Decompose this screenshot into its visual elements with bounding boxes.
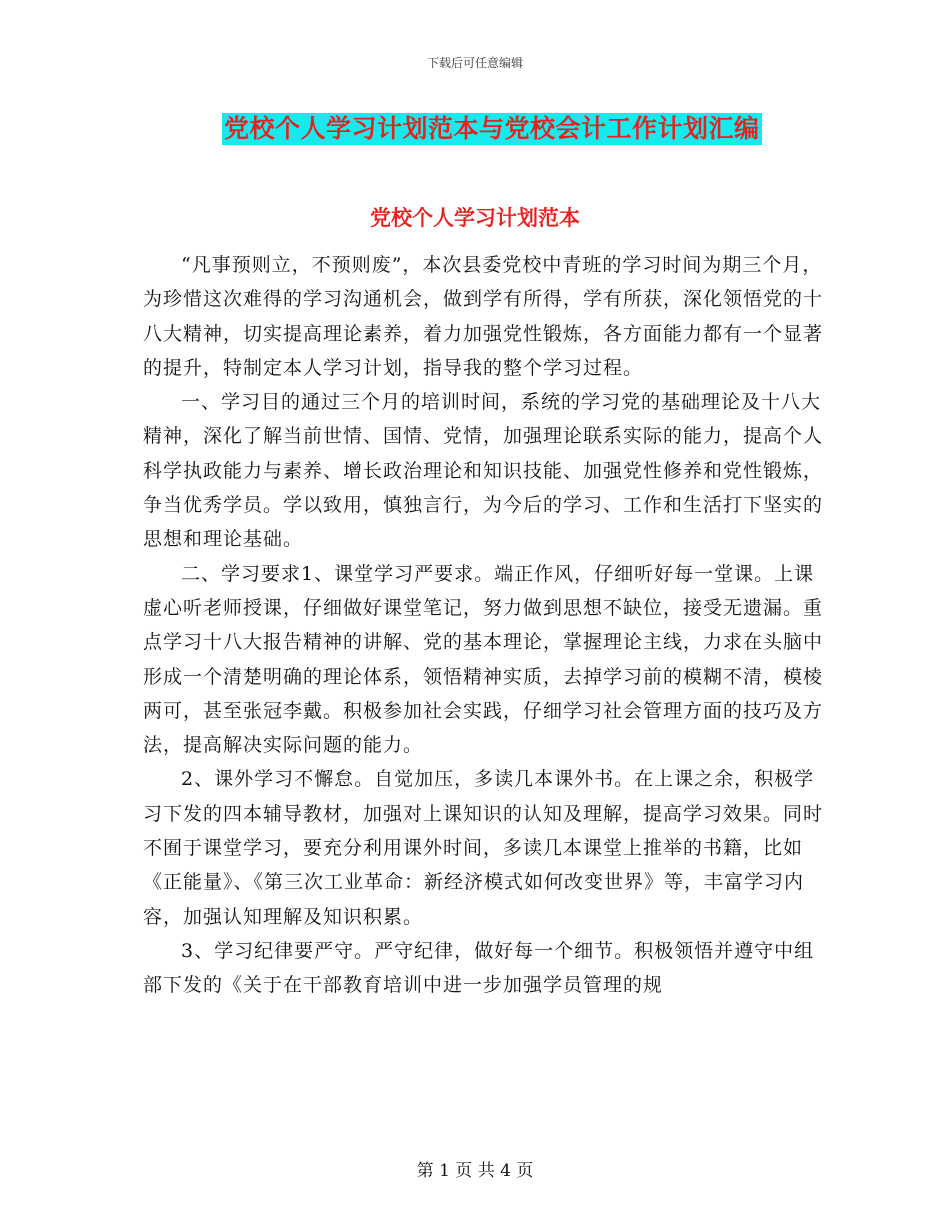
paragraph-extracurricular: 2、课外学习不懈怠。自觉加压，多读几本课外书。在上课之余，积极学习下发的四本辅导教材，加强对上课知识的认知及理解，提高学习效果。同时不囿于课堂学习，要充分利用课外时间，多读几本课堂上推举的书籍，比如《正能量》、《第三次工业革命：新经济模式如何改变世界》等，丰富学习内容，加强认知理解及知识积累。 bbox=[143, 768, 824, 928]
document-title: 党校个人学习计划范本与党校会计工作计划汇编 bbox=[224, 114, 760, 143]
paragraph-requirements: 二、学习要求1、课堂学习严要求。端正作风，仔细听好每一堂课。上课虚心听老师授课，仔细做好课堂笔记，努力做到思想不缺位，接受无遗漏。重点学习十八大报告精神的讲解、党的基本理论，掌握理论主线，力求在头脑中形成一个清楚明确的理论体系，领悟精神实质，去掉学习前的模糊不清，模棱两可，甚至张冠李戴。积极参加社会实践，仔细学习社会管理方面的技巧及方法，提高解决实际问题的能力。 bbox=[143, 562, 824, 757]
page-number: 第 1 页 共 4 页 bbox=[416, 1161, 534, 1181]
document-body bbox=[143, 248, 823, 1003]
paragraph-intro: “凡事预则立，不预则废”，本次县委党校中青班的学习时间为期三个月，为珍惜这次难得的学习沟通机会，做到学有所得，学有所获，深化领悟党的十八大精神，切实提高理论素养，着力加强党性锻炼，各方面能力都有一个显著的提升，特制定本人学习计划，指导我的整个学习过程。 bbox=[143, 254, 824, 379]
section-title: 党校个人学习计划范本 bbox=[370, 205, 580, 230]
paragraph-discipline: 3、学习纪律要严守。严守纪律，做好每一个细节。积极领悟并遵守中组部下发的《关于在干部教育培训中进一步加强学员管理的规 bbox=[143, 939, 815, 997]
paragraph-purpose: 一、学习目的通过三个月的培训时间，系统的学习党的基础理论及十八大精神，深化了解当前世情、国情、党情，加强理论联系实际的能力，提高个人科学执政能力与素养、增长政治理论和知识技能、加强党性修养和党性锻炼，争当优秀学员。学以致用，慎独言行，为今后的学习、工作和生活打下坚实的思想和理论基础。 bbox=[143, 391, 824, 551]
page-header: 下载后可任意编辑 bbox=[426, 56, 523, 70]
